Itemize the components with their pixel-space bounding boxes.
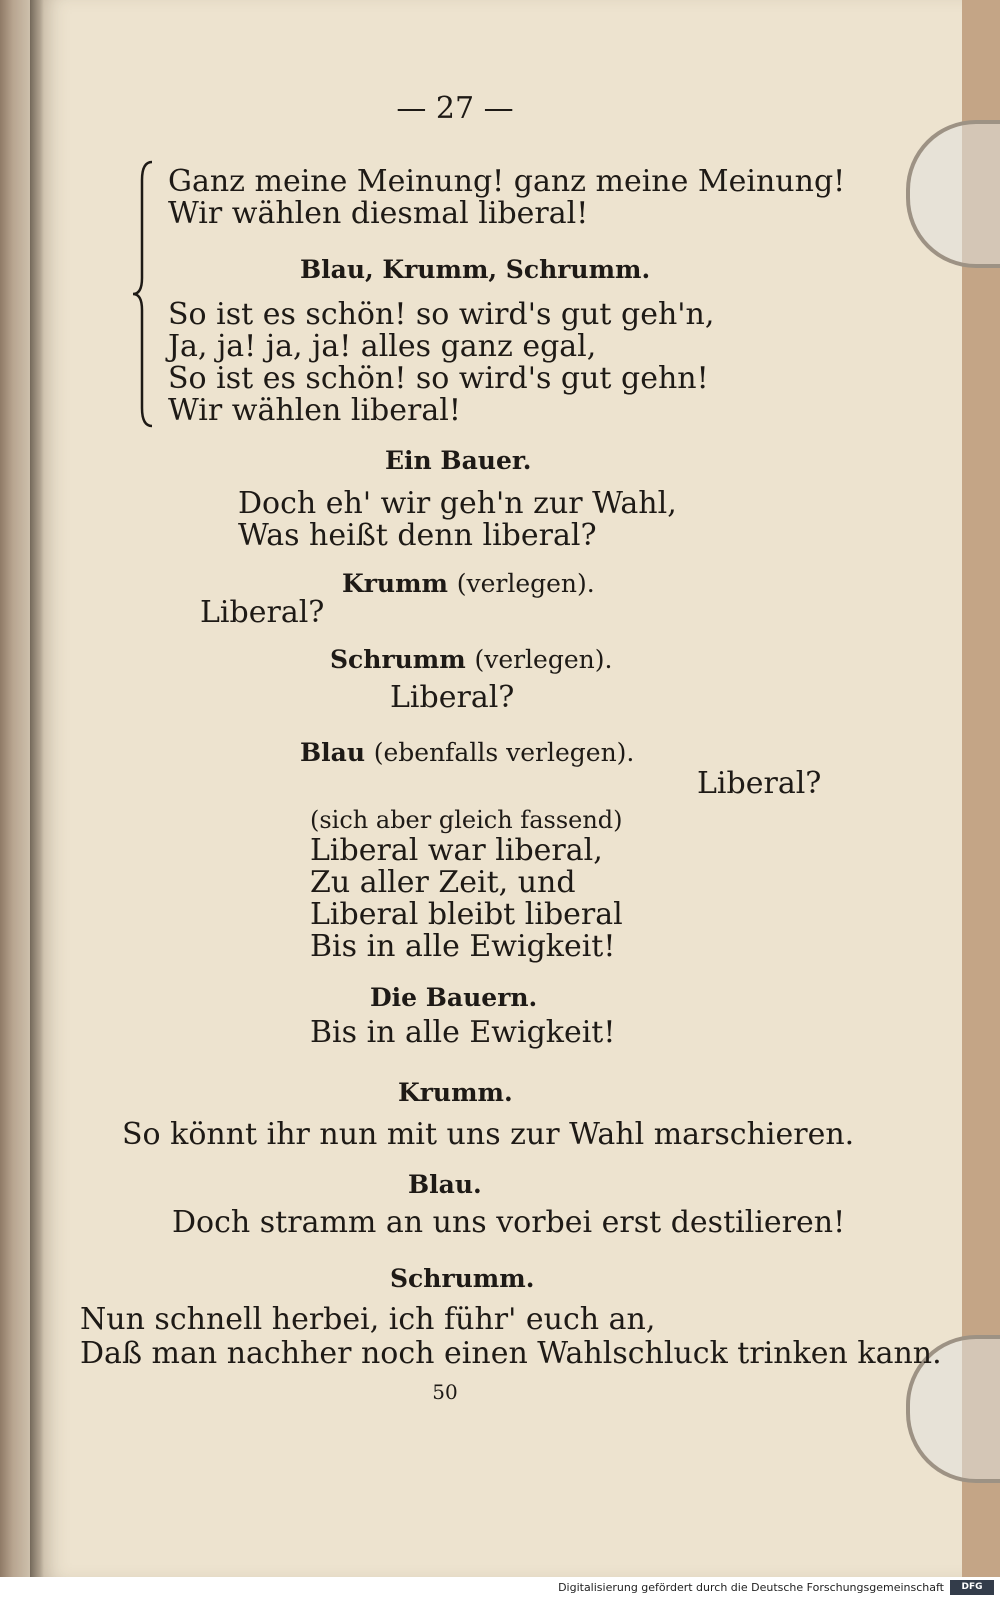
- verse-line: Liberal?: [390, 680, 515, 715]
- speaker-heading: [342, 569, 595, 599]
- speaker-heading: Schrumm.: [390, 1264, 535, 1293]
- verse-line: So ist es schön! so wird's gut gehn!: [168, 361, 709, 396]
- sheet-number: 50: [432, 1380, 458, 1404]
- dfg-logo: DFG: [950, 1580, 994, 1595]
- footer-bar: [0, 1577, 1000, 1599]
- stage-direction: (sich aber gleich fassend): [310, 806, 623, 834]
- verse-line: Wir wählen liberal!: [168, 393, 461, 428]
- verse-line: Was heißt denn liberal?: [238, 518, 597, 553]
- verse-line: Daß man nachher noch einen Wahlschluck trinken kann.: [80, 1336, 942, 1371]
- verse-line: So ist es schön! so wird's gut geh'n,: [168, 297, 715, 332]
- curly-brace: [130, 160, 156, 428]
- verse-line: Bis in alle Ewigkeit!: [310, 929, 616, 964]
- verse-line: Doch eh' wir geh'n zur Wahl,: [238, 486, 677, 521]
- page-number: — 27 —: [396, 91, 514, 126]
- verse-line: Ganz meine Meinung! ganz meine Meinung!: [168, 164, 846, 199]
- verse-line: Liberal bleibt liberal: [310, 897, 623, 932]
- verse-line: Liberal?: [200, 595, 325, 630]
- verse-line: Nun schnell herbei, ich führ' euch an,: [80, 1302, 656, 1337]
- speaker-heading: Die Bauern.: [370, 983, 538, 1012]
- speaker-name: Blau: [300, 738, 366, 767]
- verse-line: Liberal war liberal,: [310, 833, 603, 868]
- speaker-name: Krumm: [342, 569, 448, 598]
- stage-direction: (verlegen).: [456, 569, 595, 598]
- stage-direction: (verlegen).: [474, 645, 613, 674]
- verse-line: Bis in alle Ewigkeit!: [310, 1015, 616, 1050]
- speaker-heading: Blau, Krumm, Schrumm.: [300, 255, 651, 284]
- verse-line: Liberal?: [697, 766, 822, 801]
- speaker-heading: Krumm.: [398, 1078, 513, 1107]
- speaker-heading: Ein Bauer.: [385, 446, 532, 475]
- verse-line: Wir wählen diesmal liberal!: [168, 196, 589, 231]
- verse-line: Ja, ja! ja, ja! alles ganz egal,: [168, 329, 597, 364]
- speaker-name: Schrumm: [330, 645, 466, 674]
- footer-credit-text: Digitalisierung gefördert durch die Deutsche Forschungsgemeinschaft: [558, 1581, 944, 1594]
- stage-direction: (ebenfalls verlegen).: [373, 738, 635, 767]
- verse-line: Zu aller Zeit, und: [310, 865, 576, 900]
- verse-line: So könnt ihr nun mit uns zur Wahl marschieren.: [122, 1117, 855, 1152]
- speaker-heading: [330, 645, 612, 675]
- speaker-heading: Blau.: [408, 1170, 482, 1199]
- verse-line: Doch stramm an uns vorbei erst destilieren!: [172, 1205, 846, 1240]
- speaker-heading: [300, 738, 634, 768]
